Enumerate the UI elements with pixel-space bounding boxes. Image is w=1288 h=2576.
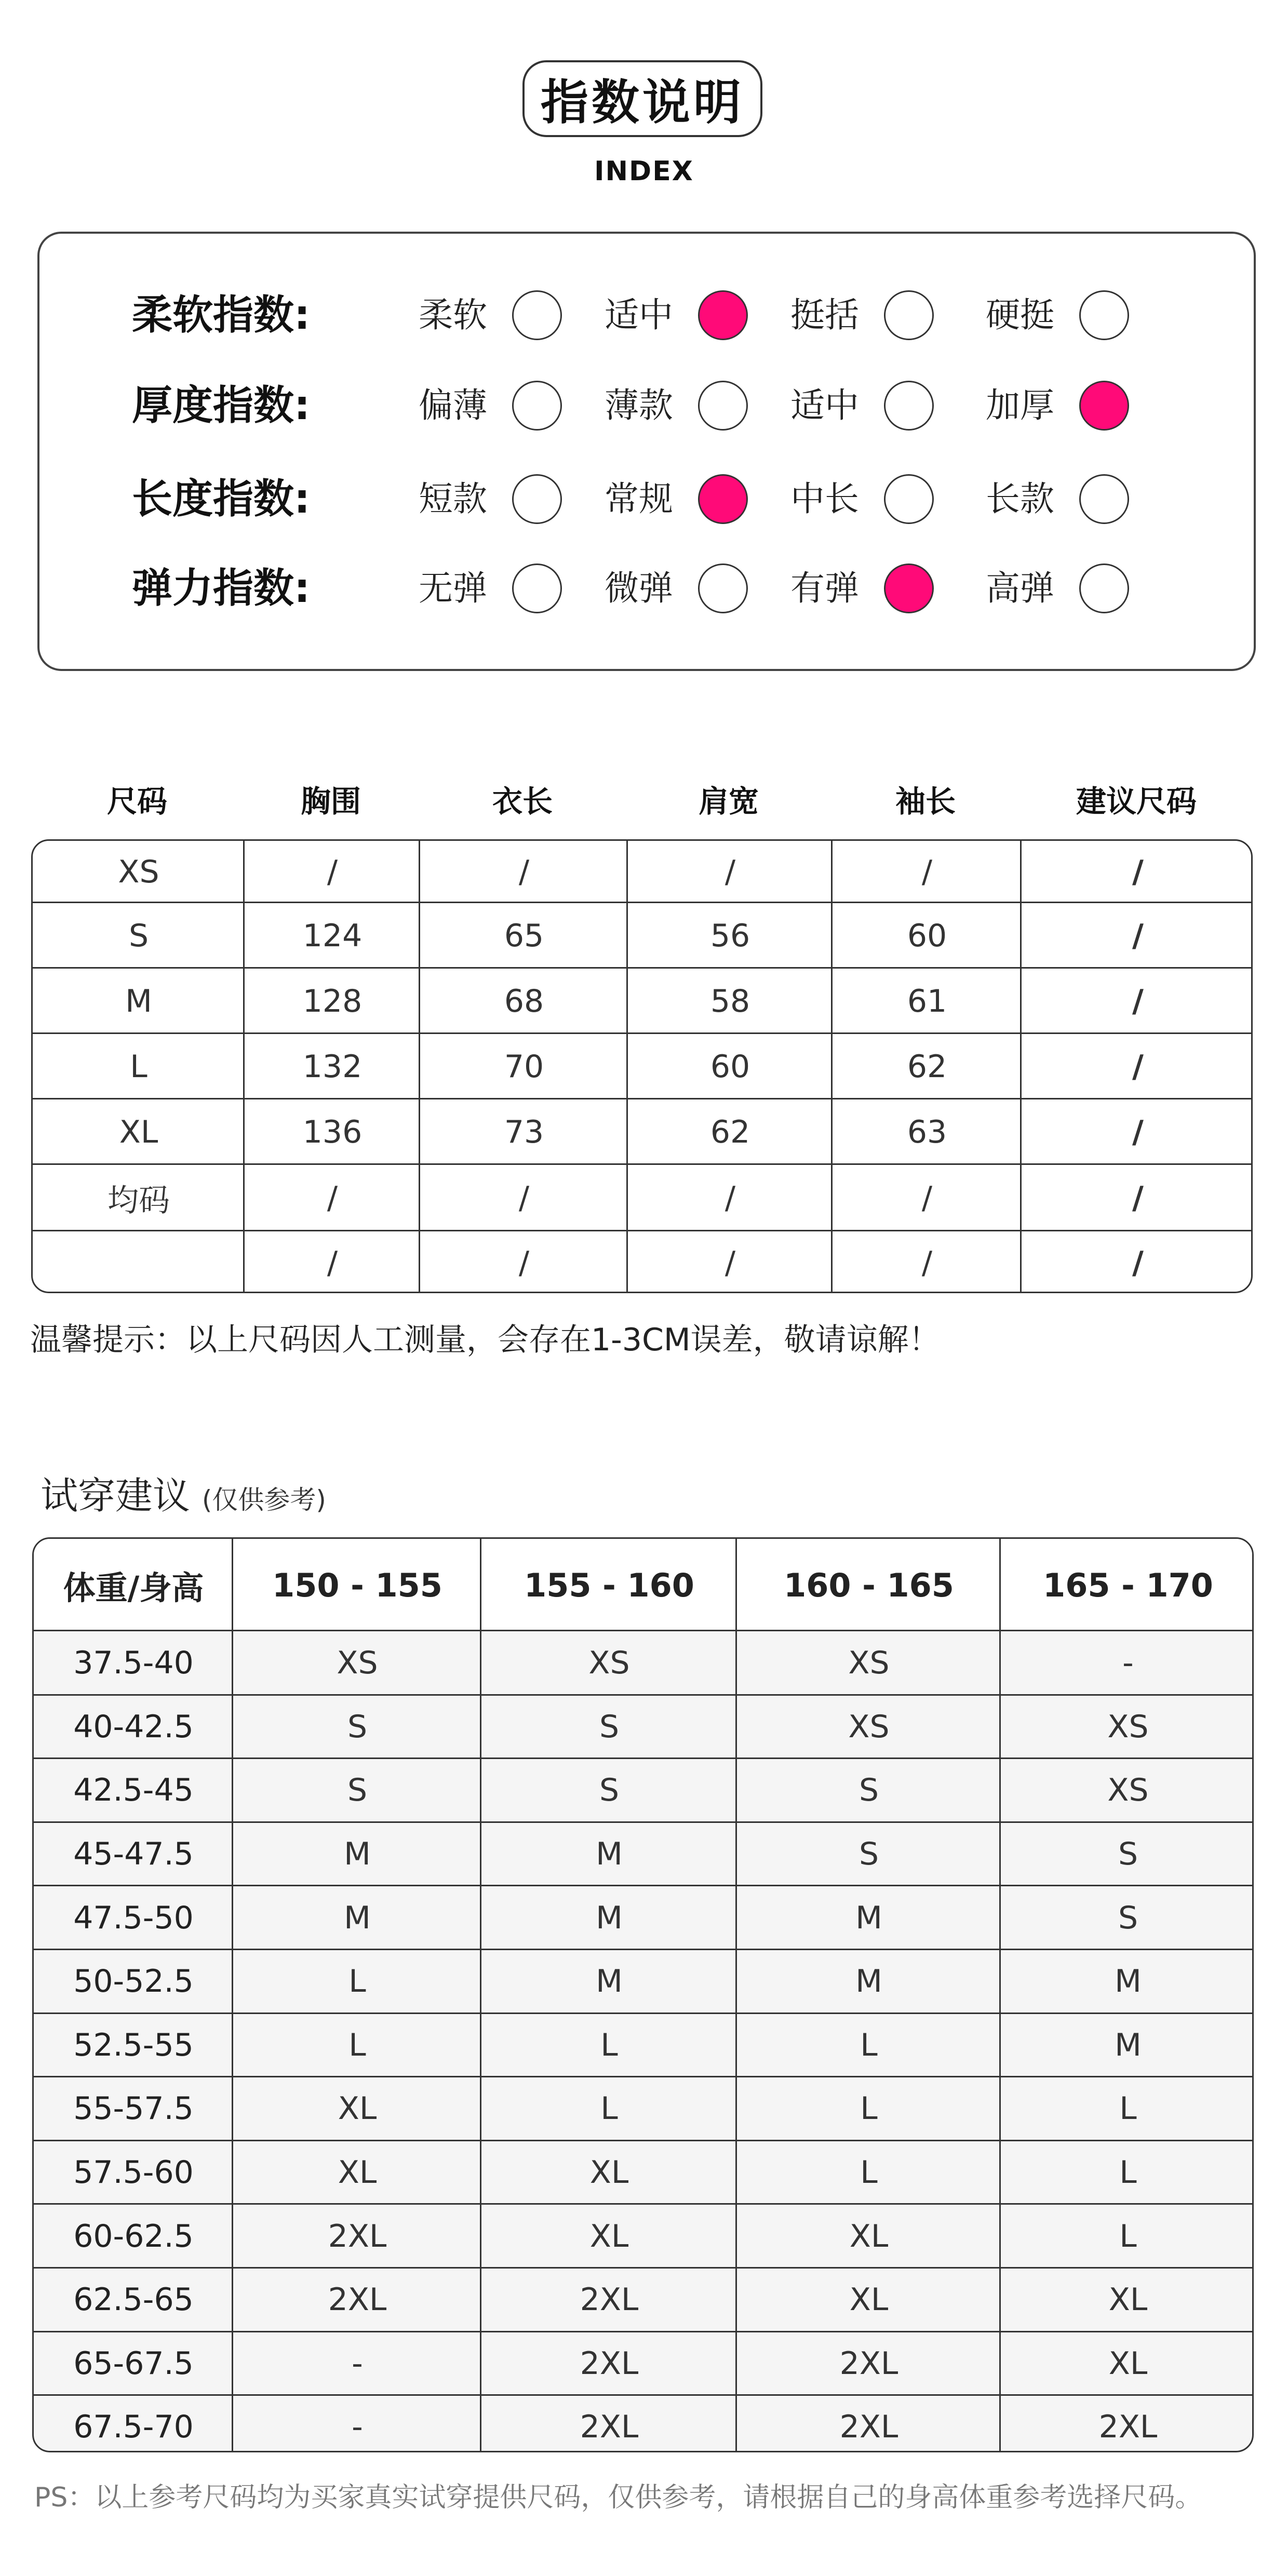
size-label-cell: 均码 [108, 1183, 170, 1219]
index-row-label: 长度指数: [132, 476, 311, 522]
index-option-label: 中长 [790, 479, 859, 519]
size-column-header: 肩宽 [698, 784, 759, 819]
size-value-cell: / [1132, 1114, 1144, 1150]
weight-range-cell: 40-42.5 [73, 1708, 194, 1745]
recommended-size-cell: 2XL [580, 2282, 639, 2318]
recommended-size-cell: 2XL [580, 2345, 639, 2382]
recommended-size-cell: L [860, 2154, 878, 2191]
size-value-cell: 132 [302, 1049, 363, 1085]
recommended-size-cell: - [352, 2345, 363, 2382]
size-value-cell: 60 [907, 918, 947, 954]
empty-circle-icon [512, 474, 562, 524]
size-value-cell: 58 [710, 983, 750, 1019]
try-on-column-header: 体重/身高 [63, 1568, 204, 1607]
index-option-label: 常规 [605, 479, 673, 519]
index-option-label: 偏薄 [419, 385, 487, 425]
empty-circle-icon [1079, 474, 1129, 524]
recommended-size-cell: 2XL [839, 2345, 898, 2382]
recommended-size-cell: XS [848, 1708, 890, 1745]
try-on-table [32, 1537, 1254, 2452]
try-on-column-header: 165 - 170 [1043, 1566, 1213, 1604]
recommended-size-cell: XS [588, 1645, 630, 1682]
size-label-cell: S [128, 918, 149, 954]
size-value-cell: / [725, 854, 736, 890]
index-option-label: 高弹 [986, 568, 1054, 608]
index-card [37, 232, 1256, 671]
recommended-size-cell: M [344, 1836, 371, 1873]
size-value-cell: / [921, 1245, 933, 1281]
size-column-header: 袖长 [895, 784, 956, 819]
recommended-size-cell: - [352, 2409, 363, 2446]
index-option-label: 有弹 [790, 568, 859, 608]
size-value-cell: 70 [504, 1049, 544, 1085]
recommended-size-cell: 2XL [328, 2218, 387, 2255]
empty-circle-icon [884, 290, 934, 340]
empty-circle-icon [1079, 290, 1129, 340]
size-value-cell: / [327, 1180, 338, 1216]
recommended-size-cell: L [600, 2090, 618, 2127]
try-on-column-header: 155 - 160 [524, 1566, 694, 1604]
recommended-size-cell: M [1115, 2027, 1142, 2063]
recommended-size-cell: L [860, 2090, 878, 2127]
size-value-cell: 128 [302, 983, 363, 1019]
selected-circle-icon [698, 474, 748, 524]
weight-range-cell: 57.5-60 [73, 2154, 194, 2191]
recommended-size-cell: XL [338, 2090, 377, 2127]
size-value-cell: / [725, 1245, 736, 1281]
size-value-cell: / [921, 854, 933, 890]
weight-range-cell: 55-57.5 [73, 2090, 194, 2127]
selected-circle-icon [884, 564, 934, 613]
size-value-cell: / [921, 1180, 933, 1216]
recommended-size-cell: M [855, 1899, 882, 1936]
weight-range-cell: 60-62.5 [73, 2218, 194, 2255]
empty-circle-icon [698, 564, 748, 613]
recommended-size-cell: S [599, 1708, 620, 1745]
size-label-cell: XS [118, 854, 159, 890]
empty-circle-icon [512, 564, 562, 613]
empty-circle-icon [1079, 564, 1129, 613]
index-option-label: 适中 [790, 385, 859, 425]
page-subtitle: INDEX [594, 156, 694, 187]
size-value-cell: 63 [907, 1114, 947, 1150]
selected-circle-icon [698, 290, 748, 340]
recommended-size-cell: S [858, 1836, 879, 1873]
size-value-cell: 65 [504, 918, 544, 954]
recommended-size-cell: XS [1107, 1772, 1149, 1809]
size-label-cell: XL [119, 1114, 158, 1150]
recommended-size-cell: S [858, 1772, 879, 1809]
size-value-cell: / [725, 1180, 736, 1216]
weight-range-cell: 52.5-55 [73, 2027, 194, 2063]
recommended-size-cell: XL [589, 2218, 629, 2255]
recommended-size-cell: XL [1108, 2345, 1148, 2382]
weight-range-cell: 50-52.5 [73, 1963, 194, 2000]
selected-circle-icon [1079, 381, 1129, 431]
size-value-cell: 56 [710, 918, 750, 954]
recommended-size-cell: 2XL [1098, 2409, 1158, 2446]
index-option-label: 薄款 [605, 385, 673, 425]
index-row-label: 弹力指数: [132, 565, 311, 612]
recommended-size-cell: M [596, 1963, 623, 2000]
size-value-cell: 61 [907, 983, 947, 1019]
recommended-size-cell: XL [589, 2154, 629, 2191]
index-row-label: 厚度指数: [132, 382, 311, 429]
try-on-title-text: 试穿建议 [41, 1474, 191, 1518]
size-value-cell: 136 [302, 1114, 363, 1150]
recommended-size-cell: 2XL [580, 2409, 639, 2446]
index-row [39, 465, 1254, 533]
size-value-cell: / [518, 1180, 530, 1216]
index-option-label: 短款 [419, 479, 487, 519]
index-option-label: 长款 [986, 479, 1054, 519]
recommended-size-cell: S [1118, 1836, 1138, 1873]
recommended-size-cell: XL [849, 2282, 889, 2318]
recommended-size-cell: XS [1107, 1708, 1149, 1745]
weight-range-cell: 62.5-65 [73, 2282, 194, 2318]
try-on-title [41, 1466, 326, 1520]
recommended-size-cell: L [348, 2027, 366, 2063]
index-option-label: 无弹 [419, 568, 487, 608]
try-on-column-header: 160 - 165 [784, 1566, 954, 1604]
size-column-header: 胸围 [300, 784, 361, 819]
index-option-label: 柔软 [419, 295, 487, 335]
recommended-size-cell: M [596, 1899, 623, 1936]
size-label-cell: M [125, 983, 152, 1019]
empty-circle-icon [884, 474, 934, 524]
recommended-size-cell: XL [849, 2218, 889, 2255]
recommended-size-cell: L [348, 1963, 366, 2000]
try-on-title-note: (仅供参考) [202, 1485, 326, 1515]
size-column-header: 尺码 [106, 784, 167, 819]
recommended-size-cell: S [599, 1772, 620, 1809]
index-option-label: 硬挺 [986, 295, 1054, 335]
index-row [39, 372, 1254, 439]
weight-range-cell: 67.5-70 [73, 2409, 194, 2446]
size-value-cell: / [327, 1245, 338, 1281]
size-value-cell: / [327, 854, 338, 890]
empty-circle-icon [512, 381, 562, 431]
index-option-label: 挺括 [790, 295, 859, 335]
recommended-size-cell: M [855, 1963, 882, 2000]
recommended-size-cell: XS [337, 1645, 378, 1682]
empty-circle-icon [698, 381, 748, 431]
recommended-size-cell: M [596, 1836, 623, 1873]
recommended-size-cell: 2XL [328, 2282, 387, 2318]
index-option-label: 微弹 [605, 568, 673, 608]
recommended-size-cell: XL [338, 2154, 377, 2191]
size-column-header: 衣长 [492, 784, 553, 819]
size-value-cell: 62 [710, 1114, 750, 1150]
index-row [39, 555, 1254, 622]
recommended-size-cell: L [600, 2027, 618, 2063]
size-value-cell: / [1132, 1049, 1144, 1085]
size-value-cell: / [518, 1245, 530, 1281]
recommended-size-cell: S [1118, 1899, 1138, 1936]
empty-circle-icon [884, 381, 934, 431]
recommended-size-cell: L [1119, 2090, 1137, 2127]
recommended-size-cell: S [347, 1708, 368, 1745]
recommended-size-cell: M [1115, 1963, 1142, 2000]
size-value-cell: / [1132, 854, 1144, 890]
size-value-cell: / [1132, 918, 1144, 954]
index-option-label: 适中 [605, 295, 673, 335]
recommended-size-cell: 2XL [839, 2409, 898, 2446]
recommended-size-cell: L [1119, 2154, 1137, 2191]
weight-range-cell: 47.5-50 [73, 1899, 194, 1936]
size-value-cell: 68 [504, 983, 544, 1019]
size-label-cell [33, 1231, 245, 1293]
size-table-header [31, 778, 1253, 825]
size-value-cell: / [518, 854, 530, 890]
recommended-size-cell: XS [848, 1645, 890, 1682]
recommended-size-cell: L [860, 2027, 878, 2063]
index-option-label: 加厚 [986, 385, 1054, 425]
size-value-cell: 124 [302, 918, 363, 954]
recommended-size-cell: XL [1108, 2282, 1148, 2318]
size-value-cell: 60 [710, 1049, 750, 1085]
size-value-cell: / [1132, 1245, 1144, 1281]
index-row-label: 柔软指数: [132, 292, 311, 339]
size-value-cell: 62 [907, 1049, 947, 1085]
recommended-size-cell: M [344, 1899, 371, 1936]
size-value-cell: / [1132, 1180, 1144, 1216]
page-title: 指数说明 [522, 60, 762, 137]
size-value-cell: 73 [504, 1114, 544, 1150]
try-on-column-header: 150 - 155 [272, 1566, 442, 1604]
measurement-tip: 温馨提示：以上尺码因人工测量，会存在1-3CM误差，敬请谅解！ [30, 1322, 940, 1358]
index-row [39, 281, 1254, 349]
size-value-cell: / [1132, 983, 1144, 1019]
weight-range-cell: 45-47.5 [73, 1836, 194, 1873]
recommended-size-cell: L [1119, 2218, 1137, 2255]
empty-circle-icon [512, 290, 562, 340]
weight-range-cell: 37.5-40 [73, 1645, 194, 1682]
size-column-header: 建议尺码 [1076, 784, 1197, 819]
weight-range-cell: 65-67.5 [73, 2345, 194, 2382]
recommended-size-cell: - [1122, 1645, 1134, 1682]
weight-range-cell: 42.5-45 [73, 1772, 194, 1809]
recommended-size-cell: S [347, 1772, 368, 1809]
size-table [31, 839, 1253, 1293]
ps-note: PS：以上参考尺码均为买家真实试穿提供尺码，仅供参考，请根据自己的身高体重参考选择尺码。 [34, 2482, 1202, 2513]
size-label-cell: L [130, 1049, 147, 1085]
